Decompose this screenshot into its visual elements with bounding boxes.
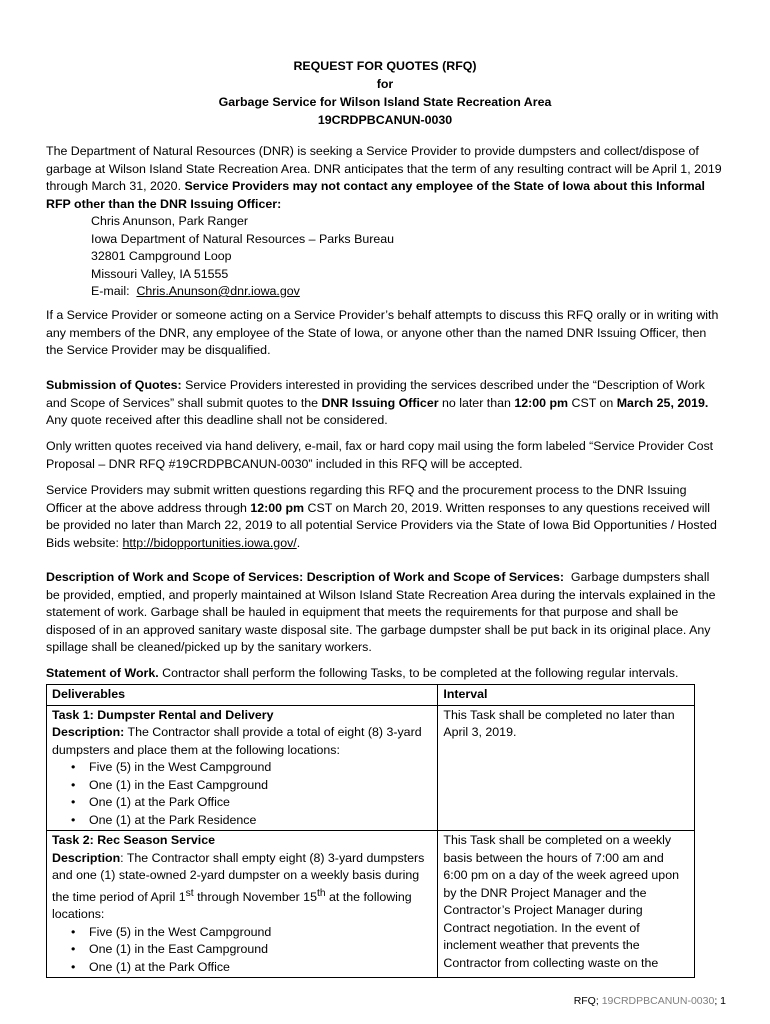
contact-city: Missouri Valley, IA 51555 xyxy=(91,266,229,281)
task2-sup-st: st xyxy=(185,887,194,899)
list-item: • One (1) at the Park Office xyxy=(89,794,432,812)
task2-desc-b: through November 15 xyxy=(193,889,317,904)
contact-email-line xyxy=(91,283,726,301)
scope-text: Garbage dumpsters shall be provided, emptied, and properly maintained at Wilson Island State Recreation Area during the intervals explained in the statement of work. Garbage shall be hauled in equipment that meets the requirements for that purpose and shall be disposed of in an approved sanitary waste disposal site. The garbage dumpster shall be put back in its original place. Any spillage shall be cleaned/picked up by the sanitary workers. xyxy=(46,570,719,654)
submission-text-2: no later than xyxy=(438,395,515,410)
scope-label: Description of Work and Scope of Services: Description of Work and Scope of Services: xyxy=(46,570,565,584)
task2-deliverable xyxy=(47,831,438,978)
contact-org: Iowa Department of Natural Resources – Parks Bureau xyxy=(91,231,395,246)
rfq-for: for xyxy=(376,77,394,91)
submission-paragraph xyxy=(46,377,726,430)
contact-name: Chris Anunson, Park Ranger xyxy=(91,214,249,228)
submission-text: Service Providers interested in providing the services described under the “Description of Work and Scope of Services” shall submit quotes to the xyxy=(46,378,705,410)
rfq-title: REQUEST FOR QUOTES (RFQ) xyxy=(293,59,477,73)
bid-opportunities-link[interactable]: http://bidopportunities.iowa.gov/ xyxy=(122,535,297,550)
footer-code: 19CRDPBCANUN-0030 xyxy=(601,995,715,1007)
task2-desc-c: at the following locations: xyxy=(52,889,412,922)
task1-interval: This Task shall be completed no later than April 3, 2019. xyxy=(438,705,695,831)
table-row xyxy=(47,831,695,978)
list-item: • One (1) in the East Campground xyxy=(89,777,432,795)
footer-page-number: 1 xyxy=(720,995,726,1007)
submission-time: 12:00 pm xyxy=(514,395,569,410)
statement-text: Contractor shall perform the following Tasks, to be completed at the following regular intervals. xyxy=(158,666,679,680)
task2-title: Task 2: Rec Season Service xyxy=(52,833,216,847)
questions-end: . xyxy=(296,535,301,550)
questions-paragraph xyxy=(46,482,726,552)
list-item: • One (1) at the Park Office xyxy=(89,959,432,977)
rfq-number: 19CRDPBCANUN-0030 xyxy=(317,113,453,127)
task1-locations xyxy=(52,759,432,829)
task1-title xyxy=(52,707,432,725)
tasks-table xyxy=(46,684,695,978)
task1-title-a: Task 1 xyxy=(52,707,90,722)
written-quotes-paragraph: Only written quotes received via hand delivery, e-mail, fax or hard copy mail using the form labeled “Service Provider Cost Proposal – DNR RFQ #19CRDPBCANUN-0030” included in this RFQ will be accepted. xyxy=(46,439,714,471)
task2-description xyxy=(52,850,432,924)
submission-date: March 25, 2019. xyxy=(616,395,709,410)
submission-text-3: CST on xyxy=(568,395,617,410)
footer-prefix: RFQ; xyxy=(573,995,602,1007)
list-item: • One (1) in the East Campground xyxy=(89,941,432,959)
task1-description xyxy=(52,724,432,759)
task1-desc: The Contractor shall provide a total of eight (8) 3-yard dumpsters and place them at the following locations: xyxy=(52,725,422,757)
questions-text: Service Providers may submit written questions regarding this RFQ and the procurement process to the DNR Issuing Officer at the above address through xyxy=(46,483,687,515)
table-row xyxy=(47,705,695,831)
task1-deliverable xyxy=(47,705,438,831)
submission-officer: DNR Issuing Officer xyxy=(321,395,439,410)
page-footer xyxy=(574,995,726,1007)
footer-sep: ; xyxy=(714,995,721,1007)
task2-desc-label: Description xyxy=(52,850,121,865)
scope-paragraph xyxy=(46,569,726,657)
submission-text-4: Any quote received after this deadline shall not be considered. xyxy=(46,413,388,427)
list-item: • Five (5) in the West Campground xyxy=(89,924,432,942)
questions-text-2: CST on March 20, 2019. Written responses to any questions received will be provided no later than March 22, 2019 to all potential Service Providers via the State of Iowa Bid Opportunities / Hosted Bids website: xyxy=(46,500,717,550)
task1-desc-label: Description: xyxy=(52,725,125,739)
task2-sup-th: th xyxy=(316,887,326,899)
list-item: • Five (5) in the West Campground xyxy=(89,759,432,777)
intro-text: The Department of Natural Resources (DNR) is seeking a Service Provider to provide dumpsters and collect/dispose of garbage at Wilson Island State Recreation Area. DNR anticipates that the term of any resulting contract will be April 1, 2019 through March 31, 2020. xyxy=(46,144,722,193)
contact-email-link[interactable]: Chris.Anunson@dnr.iowa.gov xyxy=(136,284,300,298)
statement-paragraph xyxy=(46,665,746,683)
task2-locations xyxy=(52,924,432,977)
questions-time: 12:00 pm xyxy=(250,500,305,515)
intro-warning: Service Providers may not contact any employee of the State of Iowa about this Informal RFP other than the DNR Issuing Officer: xyxy=(46,179,705,211)
rfq-subject: Garbage Service for Wilson Island State Recreation Area xyxy=(218,95,552,109)
contact-email-label: E-mail: xyxy=(91,284,137,298)
contact-street: 32801 Campground Loop xyxy=(91,249,232,263)
contact-block xyxy=(46,213,726,301)
list-item: • One (1) at the Park Residence xyxy=(89,812,432,830)
intro-paragraph xyxy=(46,143,726,301)
task2-interval: This Task shall be completed on a weekly basis between the hours of 7:00 am and 6:00 pm on a day of the week agreed upon by the DNR Project Manager and the Contractor’s Project Manager during Contract negotiation. In the event of inclement weather that prevents the Contractor from collecting waste on the xyxy=(438,831,695,978)
task1-title-b: : Dumpster Rental and Delivery xyxy=(89,707,274,722)
table-header-row xyxy=(47,685,695,706)
disqualify-paragraph: If a Service Provider or someone acting on a Service Provider’s behalf attempts to discuss this RFQ orally or in writing with any members of the DNR, any employee of the State of Iowa, or anyone other than the named DNR Issuing Officer, then the Service Provider may be disqualified. xyxy=(46,308,719,357)
interval-header: Interval xyxy=(438,685,695,706)
deliverables-header: Deliverables xyxy=(47,685,438,706)
statement-label: Statement of Work. xyxy=(46,666,159,680)
task2-desc-a: : The Contractor shall empty eight (8) 3-yard dumpsters and one (1) state-owned 2-yard dumpster on a weekly basis during the time period of April 1 xyxy=(52,850,425,904)
submission-label: Submission of Quotes: xyxy=(46,378,182,392)
